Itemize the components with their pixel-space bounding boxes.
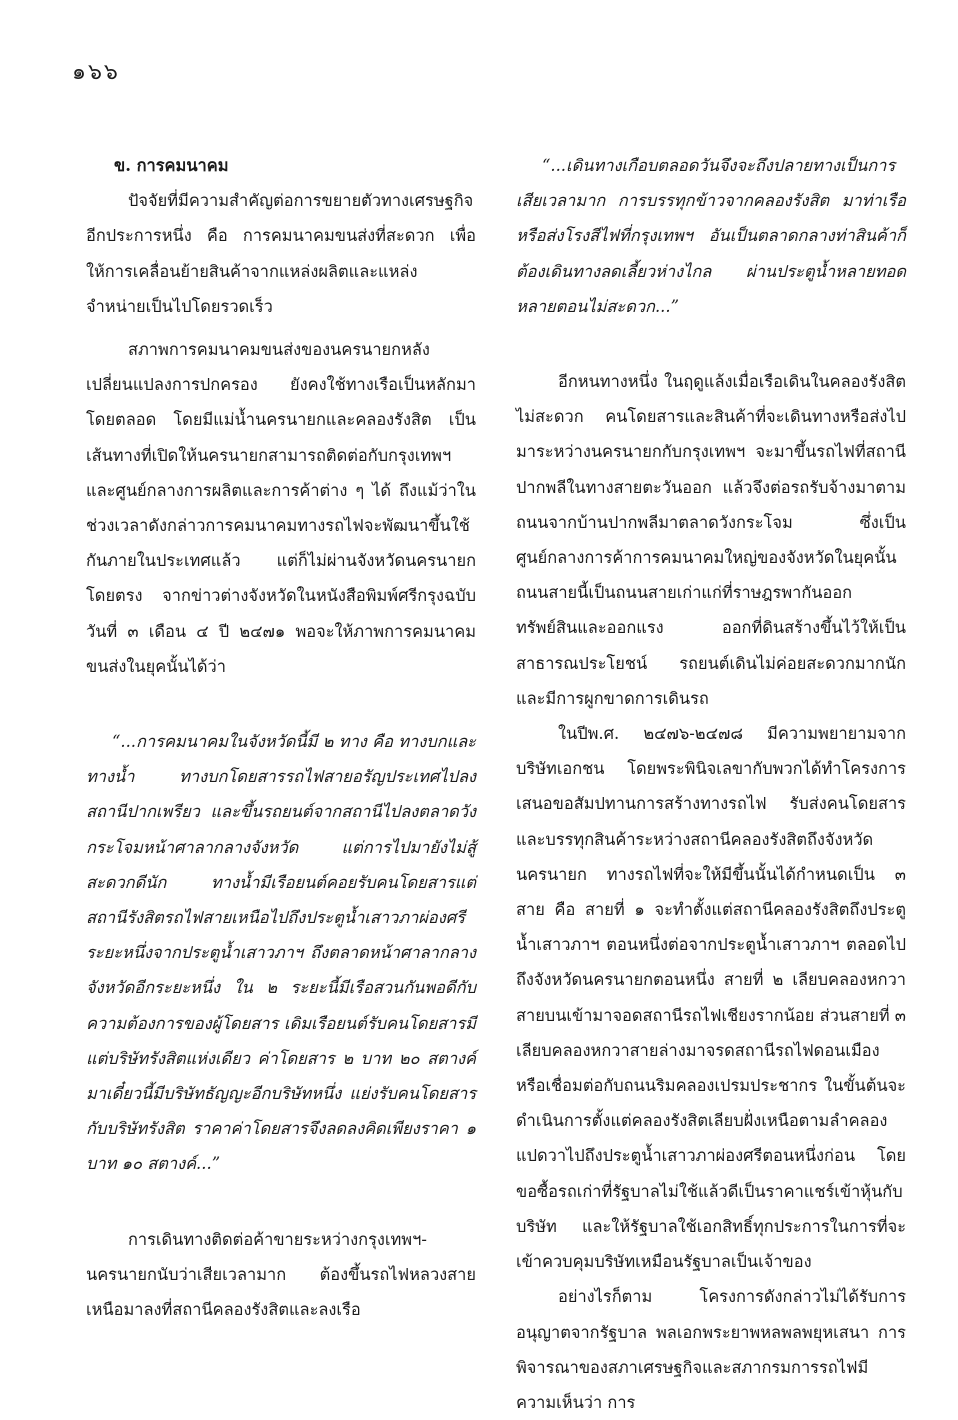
block-quote: “...การคมนาคมในจังหวัดนี้มี ๒ ทาง คือ ทางบกและทางน้ำ ทางบกโดยสารรถไฟสายอรัญประเทศไปลงสถานีปากเพรียว และขึ้นรถยนต์จากสถานีไปลงตลาดวังกระโจมหน้าศาลากลางจังหวัด แต่การไปมายังไม่สู้สะดวกดีนัก ทางน้ำมีเรือยนต์คอยรับคนโดยสารแต่สถานีรังสิตรถไฟสายเหนือไปถึงประตูน้ำเสาวภาผ่องศรี ระยะหนึ่งจากประตูน้ำเสาวภาฯ ถึงตลาดหน้าศาลากลางจังหวัดอีกระยะหนึ่ง ใน ๒ ระยะนี้มีเรือสวนกันพอดีกับความต้องการของผู้โดยสาร เดิมเรือยนต์รับคนโดยสารมีแต่บริษัทรังสิตแห่งเดียว ค่าโดยสาร ๒ บาท ๒๐ สตางค์ มาเดี๋ยวนี้มีบริษัทธัญญะอีกบริษัทหนึ่ง แย่งรับคนโดยสารกับบริษัทรังสิต ราคาค่าโดยสารจึงลดลงคิดเพียงราคา ๑ บาท ๑๐ สตางค์...” bbox=[86, 732, 476, 1174]
paragraph: ปัจจัยที่มีความสำคัญต่อการขยายตัวทางเศรษฐกิจอีกประการหนึ่ง คือ การคมนาคมขนส่งที่สะดวก เพื่อให้การเคลื่อนย้ายสินค้าจากแหล่งผลิตและแหล่งจำหน่ายเป็นไปโดยรวดเร็ว bbox=[86, 191, 476, 316]
section-heading: ข. การคมนาคม bbox=[114, 156, 229, 175]
page-number: ๑๖๖ bbox=[72, 60, 120, 85]
paragraph: การเดินทางติดต่อค้าขายระหว่างกรุงเทพฯ-นครนายกนับว่าเสียเวลามาก ต้องขึ้นรถไฟหลวงสายเหนือมาลงที่สถานีคลองรังสิตและลงเรือ bbox=[86, 1229, 476, 1320]
paragraph: อย่างไรก็ตาม โครงการดังกล่าวไม่ได้รับการอนุญาตจากรัฐบาล พลเอกพระยาพหลพลพยุหเสนา การพิจารณาของสภาเศรษฐกิจและสภากรมการรถไฟมีความเห็นว่า การ bbox=[516, 1287, 906, 1412]
right-column bbox=[516, 148, 906, 1420]
paragraph: สภาพการคมนาคมขนส่งของนครนายกหลังเปลี่ยนแปลงการปกครอง ยังคงใช้ทางเรือเป็นหลักมาโดยตลอด โดยมีแม่น้ำนครนายกและคลองรังสิต เป็นเส้นทางที่เปิดให้นครนายกสามารถติดต่อกับกรุงเทพฯ และศูนย์กลางการผลิตและการค้าต่าง ๆ ได้ ถึงแม้ว่าในช่วงเวลาดังกล่าวการคมนาคมทางรถไฟจะพัฒนาขึ้นใช้กันภายในประเทศแล้ว แต่ก็ไม่ผ่านจังหวัดนครนายกโดยตรง จากข่าวต่างจังหวัดในหนังสือพิมพ์ศรีกรุงฉบับวันที่ ๓ เดือน ๔ ปี ๒๔๗๑ พอจะให้ภาพการคมนาคมขนส่งในยุคนั้นได้ว่า bbox=[86, 340, 476, 676]
paragraph: ในปีพ.ศ. ๒๔๗๖-๒๔๗๘ มีความพยายามจากบริษัทเอกชน โดยพระพินิจเลขากับพวกได้ทำโครงการเสนอขอสัมปทานการสร้างทางรถไฟ รับส่งคนโดยสารและบรรทุกสินค้าระหว่างสถานีคลองรังสิตถึงจังหวัดนครนายก ทางรถไฟที่จะให้มีขึ้นนั้นได้กำหนดเป็น ๓ สาย คือ สายที่ ๑ จะทำตั้งแต่สถานีคลองรังสิตถึงประตูน้ำเสาวภาฯ ตอนหนึ่งต่อจากประตูน้ำเสาวภาฯ ตลอดไปถึงจังหวัดนครนายกตอนหนึ่ง สายที่ ๒ เลียบคลองหกวาสายบนเข้ามาจอดสถานีรถไฟเชียงรากน้อย ส่วนสายที่ ๓ เลียบคลองหกวาสายล่างมาจรดสถานีรถไฟดอนเมือง หรือเชื่อมต่อกับถนนริมคลองเปรมประชากร ในขั้นต้นจะดำเนินการตั้งแต่คลองรังสิตเลียบฝั่งเหนือตามลำคลองแปดวาไปถึงประตูน้ำเสาวภาผ่องศรีตอนหนึ่งก่อน โดยขอซื้อรถเก่าที่รัฐบาลไม่ใช้แล้วดีเป็นราคาแชร์เข้าหุ้นกับบริษัท และให้รัฐบาลใช้เอกสิทธิ์ทุกประการในการที่จะเข้าควบคุมบริษัทเหมือนรัฐบาลเป็นเจ้าของ bbox=[516, 724, 907, 1272]
left-column bbox=[86, 148, 476, 1327]
paragraph: อีกหนทางหนึ่ง ในฤดูแล้งเมื่อเรือเดินในคลองรังสิตไม่สะดวก คนโดยสารและสินค้าที่จะเดินทางหรือส่งไปมาระหว่างนครนายกกับกรุงเทพฯ จะมาขึ้นรถไฟที่สถานีปากพลีในทางสายตะวันออก แล้วจึงต่อรถรับจ้างมาตามถนนจากบ้านปากพลีมาตลาดวังกระโจม ซึ่งเป็นศูนย์กลางการค้าการคมนาคมใหญ่ของจังหวัดในยุคนั้น ถนนสายนี้เป็นถนนสายเก่าแก่ที่ราษฎรพากันออกทรัพย์สินและออกแรง ออกที่ดินสร้างขึ้นไว้ให้เป็นสาธารณประโยชน์ รถยนต์เดินไม่ค่อยสะดวกมากนักและมีการผูกขาดการเดินรถ bbox=[516, 372, 906, 708]
block-quote: “...เดินทางเกือบตลอดวันจึงจะถึงปลายทางเป็นการเสียเวลามาก การบรรทุกข้าวจากคลองรังสิต มาท่าเรือหรือส่งโรงสีไฟที่กรุงเทพฯ อันเป็นตลาดกลางท่าสินค้าก็ต้องเดินทางลดเลี้ยวห่างไกล ผ่านประตูน้ำหลายทอดหลายตอนไม่สะดวก...” bbox=[516, 156, 906, 316]
